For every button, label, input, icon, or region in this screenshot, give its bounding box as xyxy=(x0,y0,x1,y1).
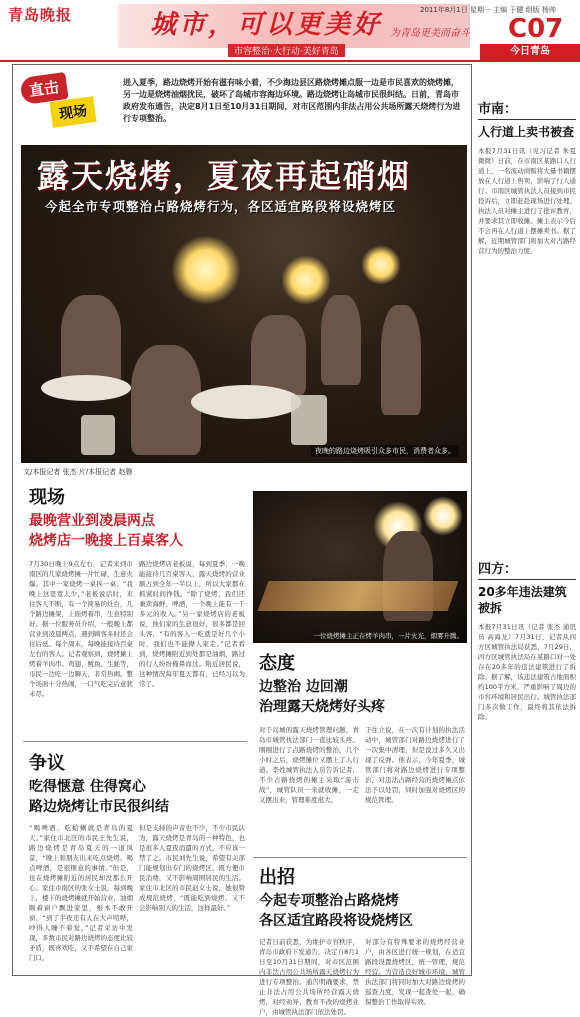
side-brief-shinan xyxy=(478,98,576,536)
grill-photo-caption: 一位烧烤摊主正在烤羊肉串，一片火光，烟雾升腾。 xyxy=(313,632,463,640)
masthead-rule xyxy=(0,60,580,62)
lamp-glow xyxy=(281,255,331,305)
section-divider xyxy=(253,857,467,858)
byline: 文/本报记者 张杰 片/本报记者 赵磐 xyxy=(23,468,133,476)
lamp-glow xyxy=(423,496,463,536)
section-label-dispute: 争议 xyxy=(29,753,65,774)
headline-attitude-line2: 治理露天烧烤好头疼 xyxy=(259,699,385,715)
main-photo xyxy=(21,145,467,463)
body-dispute-col1: “喝啤酒、吃蛤蜊就是青岛的夏天。”家住市北区的市民王先生说，路边烧烤是青岛夏天的一道风景，“晚上和朋友出来吃点烧烤、喝点啤酒，是很惬意的事情。”但是，住在烧烤摊附近的居民却没那么开心。家住市南区的张女士说，每到晚上，楼下的烧烤摊就开始营业，油烟顺着窗户飘进家里，根本不敢开窗，“到了半夜还有人在大声喧哗，吵得人睡不着觉。”记者采访中发现，多数市民对路边烧烤的态度比较矛盾，既喜欢吃，又不希望在自己家门口。 xyxy=(29,824,133,962)
ribbon-bottom-label: 现场 xyxy=(49,96,96,128)
body-measures-col2: 对部分有特殊要求的烧烤经营业户，由各区进行统一规划，在适宜路段设置烧烤区，统一管理、规范经营。为营造良好城市环境，城管执法部门将同时加大对路边烧烤的巡查力度，发现一起查处一起，确保整治工作取得实效。 xyxy=(365,938,465,1006)
body-attitude-col1: 对于岛城的露天烧烤管理问题，青岛市城管执法部门一直比较头疼。刚刚进行了点路烧烤的整治，几个小时之后，烧烤摊位又摆上了人行道。李姓城管执法人员告诉记者，不少占路烧烤的摊主采取“游击战”，城管队员一来就收摊，一走又摆出来，管理难度很大。 xyxy=(259,726,359,804)
body-scene-col1: 7月30日晚上9点左右，记者来到市南区的几家烧烤摊一片忙碌，生意火爆。其中一家烧烤一桌挨一桌；“我晚上这里宽人少，”老板说话时，来往客人不断，有一个简易的灶台，几个路边摊架，上面烤着串，生意特别好。据一位服务员介绍，一般晚上都营业到凌晨两点，遇到顾客多时还会往后延。每个周末，每晚能接待百桌左右的客人。记者观察到，烧烤摊上烤着羊肉串、鸡翅、鱿鱼、生蚝等，市民一边吃一边聊天，非常热闹。整个场面十分热闹，一口气吃完后意犹未尽。 xyxy=(29,560,133,698)
side-brief-title: 人行道上卖书被查 xyxy=(478,125,575,139)
slogan-sub: 为青岛更美而奋斗 xyxy=(390,28,470,39)
grill-photo xyxy=(253,491,467,643)
plastic-chair xyxy=(81,415,115,455)
photo-headline: 露天烧烤，夏夜再起硝烟 xyxy=(37,157,412,195)
diner-figure xyxy=(61,295,121,385)
body-measures-col1: 记者日前获悉，为维护市容秩序，青岛市政府下发通告，决定自8月1日至10月31日期间，对市区范围内非法占用公共场所露天烧烤行为进行专项整治。通告明确要求，禁止非法占用公共场所经营露天烧烤，对经劝导、教育不改的烧烤业户，由城管执法部门依法处罚。 xyxy=(259,938,359,1016)
diner-figure xyxy=(251,315,306,395)
side-brief-sifang xyxy=(478,558,576,982)
section-label-measures: 出招 xyxy=(259,867,295,888)
side-brief-district: 四方： xyxy=(478,558,576,580)
side-brief-title: 20多年违法建筑被拆 xyxy=(478,585,567,615)
masthead xyxy=(0,0,580,64)
headline-attitude-line1: 边整治 边回潮 xyxy=(259,679,348,695)
article-lead: 进入夏季，路边烧烤开始有滋有味小着，不少海边县区路烧烤摊点服一边是市民喜欢的烧烤摊，另一边是烧烤油烟扰民，破坏了岛城市容海边环境。路边烧烤让岛城市民很纠结。日前，青岛市政府发布通告，决定8月1日至10月31日期间，对市区范围内非法占用公共场所露天烧烤行为进行专项整治。 xyxy=(123,78,461,123)
headline-scene-line1: 最晚营业到凌晨两点 xyxy=(29,513,155,529)
body-scene-col2: 路边烧烤店老板说，每到夏季，一晚能接待几百桌客人，露天烧烤的营业额占到全年一半以上，所以大家都在抓紧时间挣钱。“除了烧烤，我们还兼卖海鲜、啤酒，一个晚上能有一千多元的收入。”另一家烧烤店的老板说，他们家的生意很好，很多都是回头客，“有的客人一吃就是好几个小时，我们也不能撵人家走。”记者看到，烧烤摊附近到处都是油烟，路过的行人纷纷掩鼻而过。附近居民说，这种情况每年夏天都有，已经习以为常了。 xyxy=(139,560,245,688)
side-brief-text: 本报7月31日讯（记者 张杰 通讯员 高海龙）7月31日，记者从四方区城管执法局获悉，7月29日，四方区城管执法局在某路口对一处存在20多年的违法建筑进行了拆除。据了解，该违法建筑占地面积约100平方米，严重影响了周边的市容环境和居民出行。城管执法部门多次做工作，最终将其依法拆除。 xyxy=(478,623,576,721)
issue-date: 2011年8月1日 星期一 主编 于健 组版 杨帅 xyxy=(420,6,556,14)
lamp-glow xyxy=(361,245,401,285)
lamp-glow xyxy=(171,235,241,305)
dining-table xyxy=(41,375,131,401)
side-brief-text: 本报7月31日讯（见习记者 朱夏微微）日前，在市南区某路口人行道上，一名流动商贩将大量书籍摆放在人行道上售卖，影响了行人通行。市南区城管执法人员接到市民投诉后，立即赶赴现场进行处理。执法人员对摊主进行了批评教育，并要求其立即收摊。摊主表示今后不会再在人行道上摆摊卖书。据了解，近期城管部门将加大对占路经营行为的整治力度。 xyxy=(478,147,576,255)
photo-caption: 夜晚的路边烧烤吸引众多市民，消费者众多。 xyxy=(311,445,459,457)
ribbon-top-label: 直击 xyxy=(19,72,68,105)
side-brief-district: 市南： xyxy=(478,98,576,120)
main-article xyxy=(12,64,472,1016)
section-label-scene: 现场 xyxy=(29,487,65,508)
side-column xyxy=(478,64,576,976)
headline-measures-line1: 今起专项整治占路烧烤 xyxy=(259,893,399,909)
body-attitude-col2: 于往立说，在一次有计划的执法活动中，城管部门对路边烧烤进行了一次集中清理，但是没过多久又出现了反弹。他表示，今年夏季，城管部门将对路边烧烤进行专项整治，对违法占路经营的烧烤摊点依法予以处罚，同时加强对烧烤区的规范管理。 xyxy=(365,726,465,804)
section-badge: 今日青岛 xyxy=(480,44,580,60)
headline-measures-line2: 各区适宜路段将设烧烤区 xyxy=(259,913,413,929)
newspaper-logo: 青岛晚报 xyxy=(8,6,73,24)
section-ribbon xyxy=(21,75,117,129)
page-number: C07 xyxy=(508,14,564,44)
grill-rack xyxy=(258,581,459,611)
section-label-attitude: 态度 xyxy=(259,653,295,674)
dining-table xyxy=(191,385,301,419)
photo-subheadline: 今起全市专项整治占路烧烤行为，各区适宜路段将设烧烤区 xyxy=(45,199,397,214)
plastic-chair xyxy=(291,395,327,445)
slogan-text: 城市，可以更美好 xyxy=(150,10,383,40)
section-divider xyxy=(23,741,247,742)
headline-scene-line2: 烧烤店一晚接上百桌客人 xyxy=(29,533,183,549)
headline-dispute-line1: 吃得惬意 住得窝心 xyxy=(29,779,146,795)
headline-dispute-line2: 路边烧烤让市民很纠结 xyxy=(29,799,169,815)
diner-figure xyxy=(321,295,361,385)
diner-figure xyxy=(381,305,421,415)
body-dispute-col2: 但是支持的声音也不少，不少市民认为，露天烧烤是青岛的一种特色，也是很多人夏夜消遣的方式，不应该一禁了之。市民刘先生说，希望有关部门能规划出专门的烧烤区，既方便市民消费，又不影响周围居民的生活。家住市北区的市民赵女士说，她很赞成规范烧烤，“既能吃到烧烤，又不会影响别人的生活，这样最好。” xyxy=(139,824,245,912)
slogan-strip: 市容整治·大行动·美好青岛 xyxy=(228,44,345,57)
